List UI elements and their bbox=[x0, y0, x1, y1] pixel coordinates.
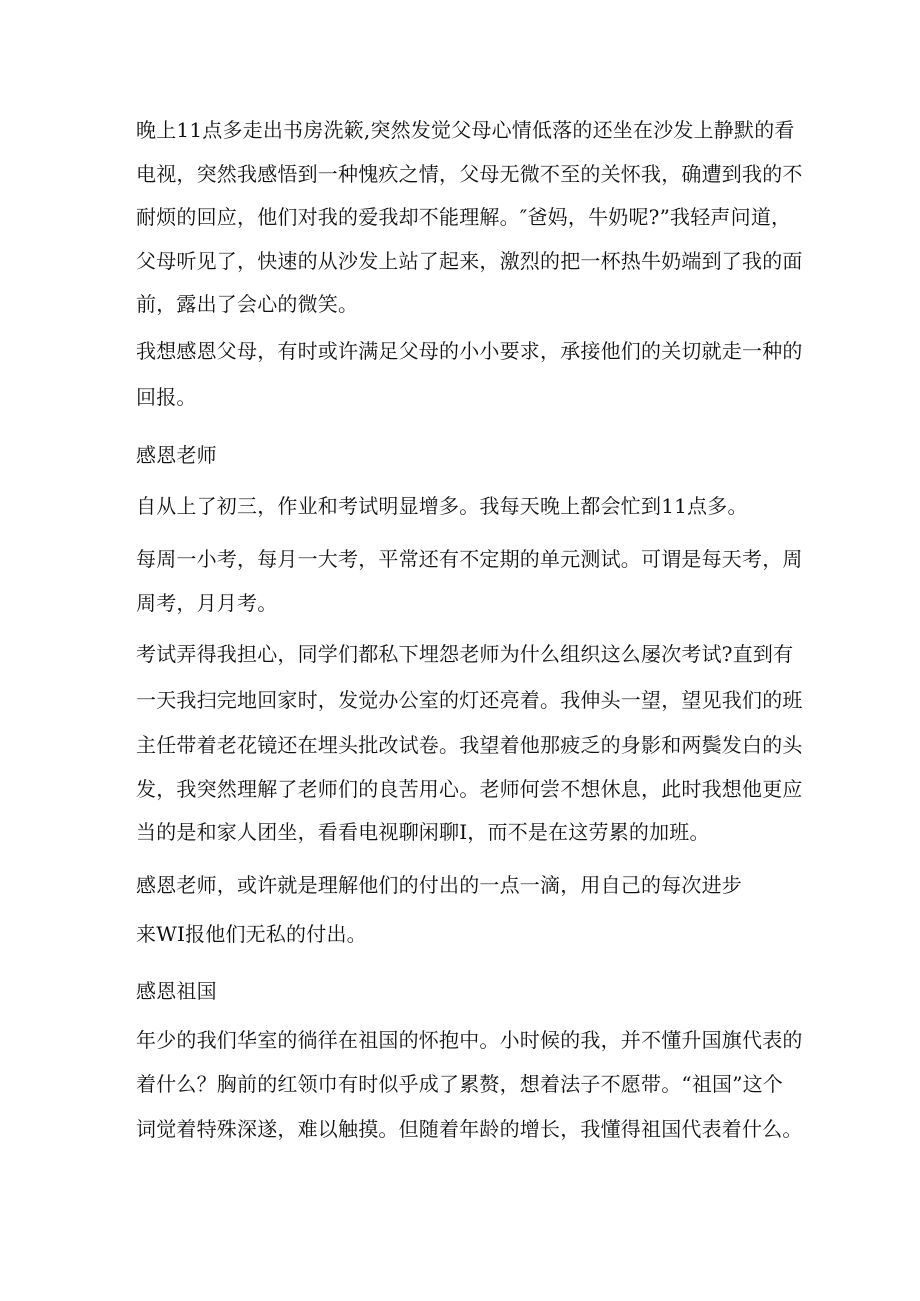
text-line: 词觉着特殊深遂，难以触摸。但随着年龄的增长，我懂得祖国代表着什么。 bbox=[136, 1117, 803, 1141]
text-line: 每周一小考，每月一大考，平常还有不定期的单元测试。可谓是每天考，周 bbox=[136, 547, 803, 571]
text-line: 着什么？胸前的红领巾有时似乎成了累赘，想着法子不愿带。“祖国”这个 bbox=[136, 1072, 784, 1096]
text-line: 我想感恩父母，有时或许满足父母的小小要求，承接他们的关切就走一种的 bbox=[136, 339, 803, 363]
text-line: 回报。 bbox=[136, 385, 197, 409]
text-line: 主任带着老花镜还在埋头批改试卷。我望着他那疲乏的身影和两鬓发白的头 bbox=[136, 733, 803, 757]
text-line: 父母听见了，快速的从沙发上站了起来，激烈的把一杯热牛奶端到了我的面 bbox=[136, 249, 803, 273]
text-line: 考试弄得我担心，同学们都私下埋怨老师为什么组织这么屡次考试?直到有 bbox=[136, 642, 794, 666]
text-line: 发，我突然理解了老师们的良苦用心。老师何尝不想休息，此时我想他更应 bbox=[136, 777, 803, 801]
text-line: 周考，月月考。 bbox=[136, 591, 278, 615]
text-line: 感恩老师，或许就是理解他们的付出的一点一滴，用自己的每次进步 bbox=[136, 873, 742, 897]
text-line: 耐烦的回应，他们对我的爱我却不能理解。″爸妈，牛奶呢?”我轻声问道， bbox=[136, 205, 792, 229]
text-line: 晚上11点多走出书房洗簌,突然发觉父母心情低落的还坐在沙发上静默的看 bbox=[136, 118, 795, 142]
section-heading: 感恩祖国 bbox=[136, 979, 217, 1003]
text-line: 当的是和家人团坐，看看电视聊闲聊I，而不是在这劳累的加班。 bbox=[136, 820, 710, 844]
text-line: 前，露出了会心的微笑。 bbox=[136, 292, 359, 316]
text-line: 自从上了初三，作业和考试明显增多。我每天晚上都会忙到11点多。 bbox=[136, 494, 748, 518]
text-line: 来WI报他们无私的付出。 bbox=[136, 922, 367, 946]
text-line: 一天我扫完地回家时，发觉办公室的灯还亮着。我伸头一望，望见我们的班 bbox=[136, 688, 803, 712]
section-heading: 感恩老师 bbox=[136, 443, 217, 467]
text-line: 电视，突然我感悟到一种愧疚之情，父母无微不至的关怀我，确遭到我的不 bbox=[136, 162, 803, 186]
text-line: 年少的我们华室的徜徉在祖国的怀抱中。小时候的我，并不懂升国旗代表的 bbox=[136, 1028, 803, 1052]
